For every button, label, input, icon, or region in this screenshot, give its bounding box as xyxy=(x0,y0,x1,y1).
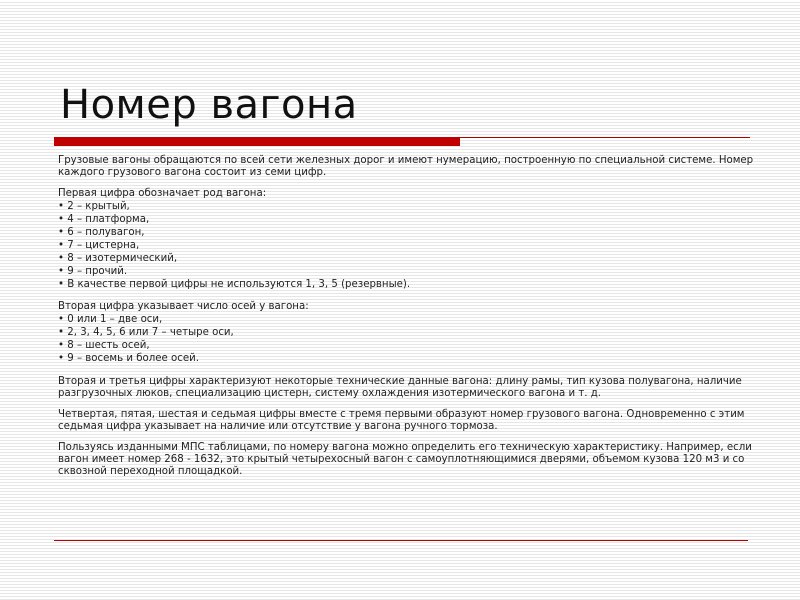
first-digit-item: • 9 – прочий. xyxy=(58,266,128,278)
first-digit-item: • 2 – крытый, xyxy=(58,201,130,213)
first-digit-item: • В качестве первой цифры не используются 1, 3, 5 (резервные). xyxy=(58,279,411,291)
first-digit-item: • 4 – платформа, xyxy=(58,214,150,226)
digits-2-3-paragraph: Вторая и третья цифры характеризуют некоторые технические данные вагона: длину рамы, тип кузова полувагона, наличие разгрузочных люков, специализацию цистерн, систему охлаждения изотермического вагона и т. д. xyxy=(58,375,742,399)
mps-tables-paragraph: Пользуясь изданными МПС таблицами, по номеру вагона можно определить его техническую характеристику. Например, если вагон имеет номер 268 - 1632, это крытый четырехосный вагон с самоуплотняющимися дверями, объемом кузова 120 м3 и со сквозной переходной площадкой. xyxy=(58,442,752,477)
footer-rule xyxy=(54,540,748,541)
first-digit-heading: Первая цифра обозначает род вагона: xyxy=(58,188,267,200)
second-digit-item: • 2, 3, 4, 5, 6 или 7 – четыре оси, xyxy=(58,327,234,339)
second-digit-item: • 9 – восемь и более осей. xyxy=(58,353,199,364)
second-digit-item: • 8 – шесть осей, xyxy=(58,340,150,352)
first-digit-item: • 7 – цистерна, xyxy=(58,240,140,252)
first-digit-item: • 8 – изотермический, xyxy=(58,253,178,265)
second-digit-heading: Вторая цифра указывает число осей у вагона: xyxy=(58,301,309,313)
intro-paragraph: Грузовые вагоны обращаются по всей сети железных дорог и имеют нумерацию, построенную по специальной системе. Номер каждого грузового вагона состоит из семи цифр. xyxy=(58,155,754,178)
slide-body xyxy=(58,155,758,477)
digits-4-7-paragraph: Четвертая, пятая, шестая и седьмая цифры вместе с тремя первыми образуют номер грузового вагона. Одновременно с этим седьмая цифра указывает на наличие или отсутствие у вагона ручного тормоза. xyxy=(58,409,745,432)
title-underline-thin xyxy=(460,137,750,138)
slide-title: Номер вагона xyxy=(60,82,358,128)
second-digit-item: • 0 или 1 – две оси, xyxy=(58,314,163,326)
first-digit-item: • 6 – полувагон, xyxy=(58,227,145,239)
title-underline-thick xyxy=(54,137,460,146)
